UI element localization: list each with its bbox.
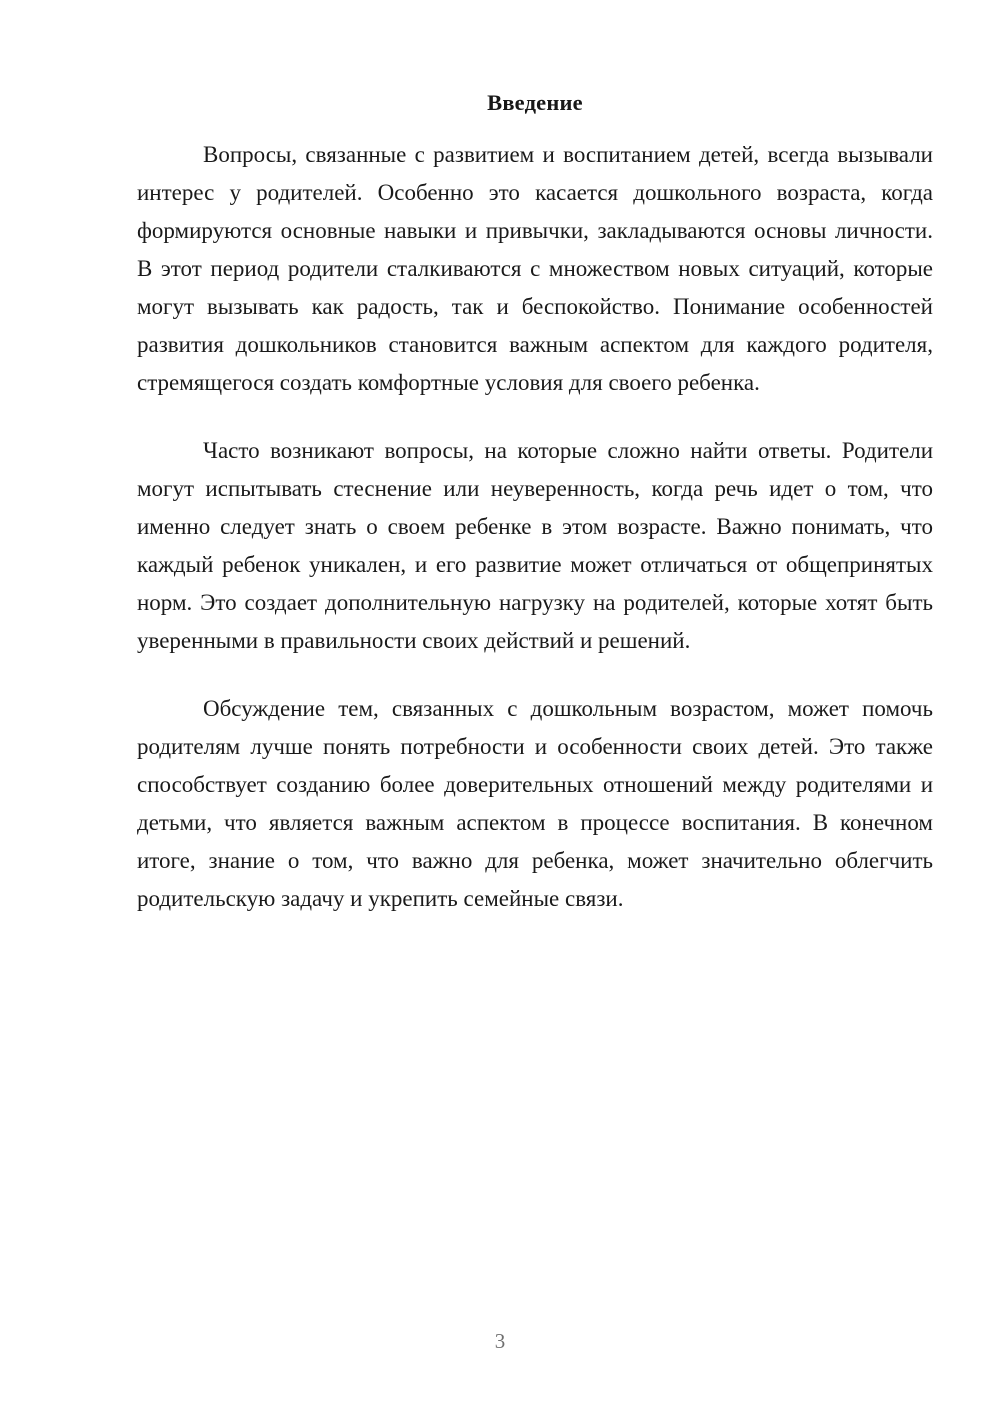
paragraph: Обсуждение тем, связанных с дошкольным возрастом, может помочь родителям лучше понять потребности и особенности своих детей. Это также способствует созданию более доверительных отношений между родителями и детьми, что является важным аспектом в процессе воспитания. В конечном итоге, знание о том, что важно для ребенка, может значительно облегчить родительскую задачу и укрепить семейные связи. <box>137 696 933 911</box>
page-title: Введение <box>487 90 583 115</box>
paragraph: Часто возникают вопросы, на которые сложно найти ответы. Родители могут испытывать стеснение или неуверенность, когда речь идет о том, что именно следует знать о своем ребенке в этом возрасте. Важно понимать, что каждый ребенок уникален, и его развитие может отличаться от общепринятых норм. Это создает дополнительную нагрузку на родителей, которые хотят быть уверенными в правильности своих действий и решений. <box>137 438 933 653</box>
document-body <box>137 88 933 918</box>
paragraph: Вопросы, связанные с развитием и воспитанием детей, всегда вызывали интерес у родителей. Особенно это касается дошкольного возраста, когда формируются основные навыки и привычки, закладываются основы личности. В этот период родители сталкиваются с множеством новых ситуаций, которые могут вызывать как радость, так и беспокойство. Понимание особенностей развития дошкольников становится важным аспектом для каждого родителя, стремящегося создать комфортные условия для своего ребенка. <box>137 142 933 395</box>
page-number: 3 <box>494 1329 506 1353</box>
